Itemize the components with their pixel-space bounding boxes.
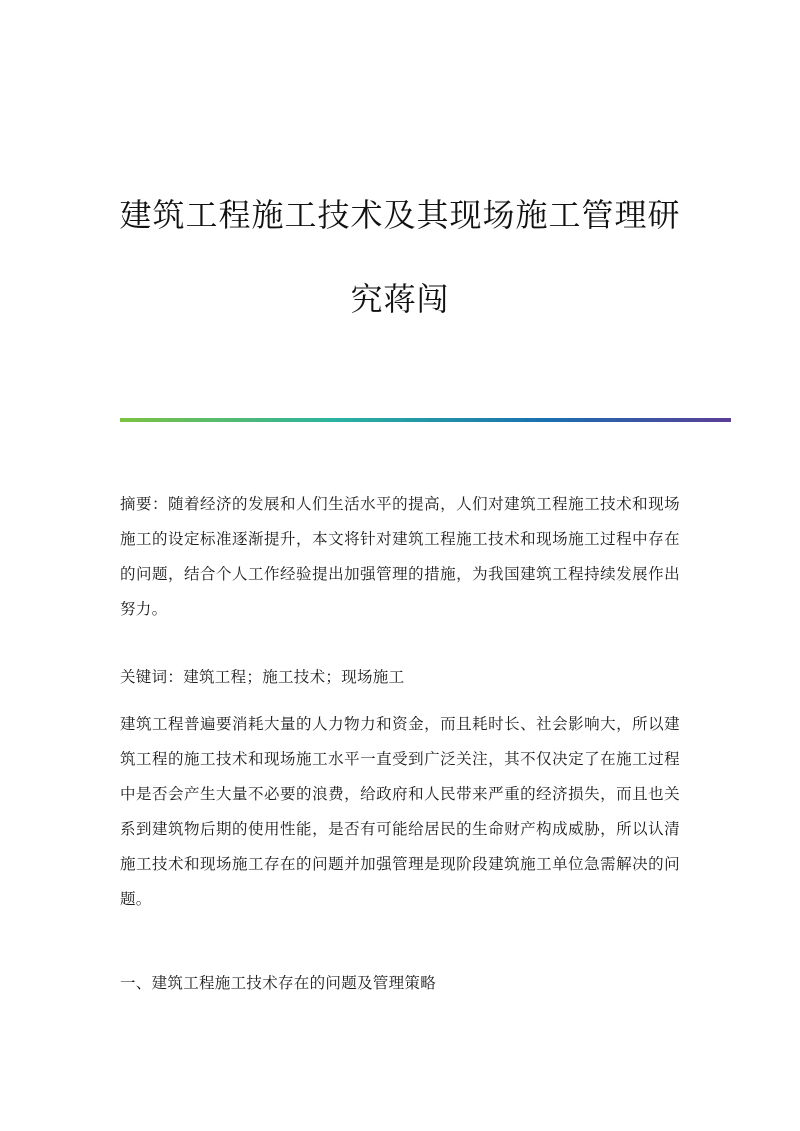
abstract-paragraph: 摘要：随着经济的发展和人们生活水平的提高，人们对建筑工程施工技术和现场施工的设定标准逐渐提升，本文将针对建筑工程施工技术和现场施工过程中存在的问题，结合个人工作经验提出加强管理的措施，为我国建筑工程持续发展作出努力。 bbox=[120, 495, 680, 618]
body-paragraph: 建筑工程普遍要消耗大量的人力物力和资金，而且耗时长、社会影响大，所以建筑工程的施工技术和现场施工水平一直受到广泛关注，其不仅决定了在施工过程中是否会产生大量不必要的浪费，给政府和人民带来严重的经济损失，而且也关系到建筑物后期的使用性能，是否有可能给居民的生命财产构成威胁，所以认清施工技术和现场施工存在的问题并加强管理是现阶段建筑施工单位急需解决的问题。 bbox=[120, 715, 680, 908]
document-title-line-2: 究蒋闯 bbox=[350, 280, 450, 318]
keywords-line: 关键词：建筑工程；施工技术；现场施工 bbox=[120, 668, 405, 686]
gradient-divider bbox=[120, 418, 731, 422]
document-title-line-1: 建筑工程施工技术及其现场施工管理研 bbox=[119, 196, 681, 234]
section-heading: 一、建筑工程施工技术存在的问题及管理策略 bbox=[120, 974, 437, 992]
